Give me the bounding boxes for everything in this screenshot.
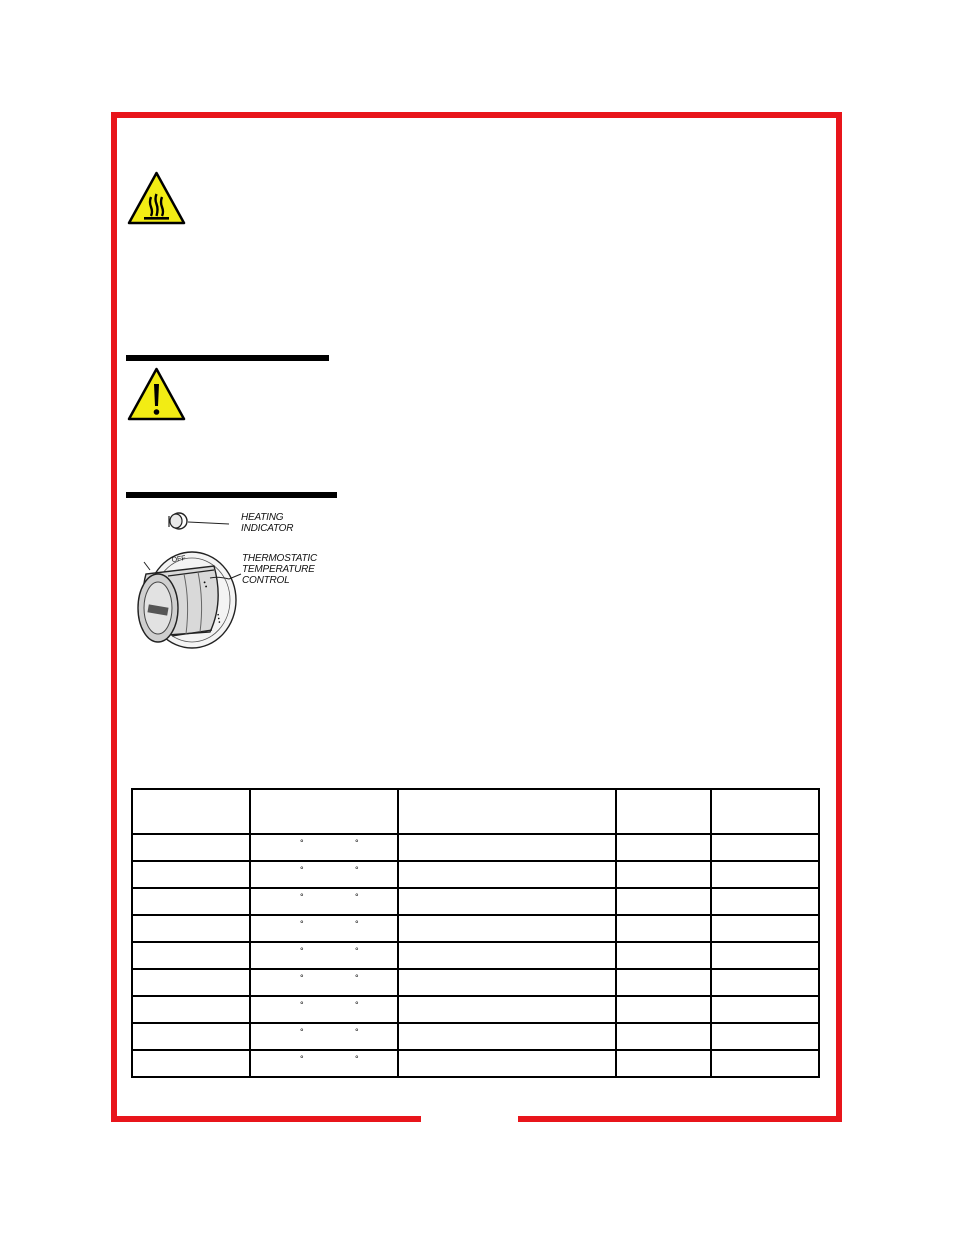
table-cell bbox=[711, 888, 819, 915]
table-row bbox=[132, 969, 819, 996]
degree-symbol: ° bbox=[355, 838, 359, 848]
table-header-cell bbox=[398, 789, 616, 834]
table-cell bbox=[250, 1023, 398, 1050]
table-cell bbox=[398, 861, 616, 888]
hot-surface-warning-icon bbox=[126, 170, 187, 226]
table-cell bbox=[711, 942, 819, 969]
table-cell bbox=[132, 1050, 250, 1077]
table-cell bbox=[616, 915, 711, 942]
degree-symbol: ° bbox=[300, 838, 304, 848]
table-cell bbox=[398, 1023, 616, 1050]
heating-indicator-lamp bbox=[169, 513, 187, 529]
degree-symbol: ° bbox=[300, 1027, 304, 1037]
table-cell bbox=[616, 942, 711, 969]
degree-symbol: ° bbox=[355, 919, 359, 929]
page-frame-bottom-left bbox=[111, 1116, 421, 1122]
table-cell bbox=[132, 969, 250, 996]
table-cell bbox=[132, 942, 250, 969]
table-cell bbox=[616, 1050, 711, 1077]
degree-symbol: ° bbox=[355, 892, 359, 902]
thermostat-knob-illustration bbox=[128, 504, 328, 676]
table-cell bbox=[616, 1023, 711, 1050]
table-header-cell bbox=[616, 789, 711, 834]
degree-symbol: ° bbox=[300, 946, 304, 956]
table-cell bbox=[250, 996, 398, 1023]
degree-symbol: ° bbox=[355, 1054, 359, 1064]
table-row bbox=[132, 861, 819, 888]
degree-symbol: ° bbox=[300, 973, 304, 983]
table-cell bbox=[398, 1050, 616, 1077]
degree-symbol: ° bbox=[355, 1000, 359, 1010]
section-rule bbox=[126, 492, 337, 498]
degree-symbol: ° bbox=[355, 1027, 359, 1037]
degree-symbol: ° bbox=[355, 946, 359, 956]
table-cell bbox=[711, 1050, 819, 1077]
table-cell bbox=[398, 942, 616, 969]
table-cell bbox=[398, 996, 616, 1023]
table-row bbox=[132, 1050, 819, 1077]
table-cell bbox=[132, 861, 250, 888]
table-cell bbox=[398, 969, 616, 996]
table-cell bbox=[132, 996, 250, 1023]
table-cell bbox=[711, 915, 819, 942]
degree-symbol: ° bbox=[355, 865, 359, 875]
table-cell bbox=[711, 996, 819, 1023]
degree-symbol: ° bbox=[300, 1054, 304, 1064]
table-cell bbox=[616, 888, 711, 915]
table-cell bbox=[398, 915, 616, 942]
table-cell bbox=[616, 861, 711, 888]
table-header-cell bbox=[711, 789, 819, 834]
degree-symbol: ° bbox=[300, 1000, 304, 1010]
thermostat-control-label: THERMOSTATIC TEMPERATURE CONTROL bbox=[242, 553, 318, 586]
table-header-row bbox=[132, 789, 819, 834]
table-cell bbox=[616, 969, 711, 996]
degree-symbol: ° bbox=[300, 892, 304, 902]
table-row bbox=[132, 834, 819, 861]
table-cell bbox=[711, 861, 819, 888]
table-cell bbox=[132, 888, 250, 915]
page-frame-left bbox=[111, 112, 117, 1122]
table-cell bbox=[616, 996, 711, 1023]
table-row bbox=[132, 915, 819, 942]
degree-symbol: ° bbox=[355, 973, 359, 983]
table-row bbox=[132, 1023, 819, 1050]
table-cell bbox=[250, 1050, 398, 1077]
table-cell bbox=[250, 969, 398, 996]
table-header-cell bbox=[132, 789, 250, 834]
svg-text:• •: • • bbox=[200, 580, 210, 590]
table-cell bbox=[398, 888, 616, 915]
table-cell bbox=[250, 942, 398, 969]
dial-off-label: OFF bbox=[171, 555, 187, 564]
exclamation-warning-icon bbox=[126, 366, 187, 422]
table-cell bbox=[250, 834, 398, 861]
table-cell bbox=[132, 915, 250, 942]
table-header-cell bbox=[250, 789, 398, 834]
svg-text:• • •: • • • bbox=[214, 613, 222, 624]
table-cell bbox=[132, 1023, 250, 1050]
table-cell bbox=[398, 834, 616, 861]
page-frame-right bbox=[836, 112, 842, 1122]
table-cell bbox=[616, 834, 711, 861]
page-frame-top bbox=[111, 112, 842, 118]
table-cell bbox=[250, 888, 398, 915]
table-cell bbox=[711, 834, 819, 861]
table-row bbox=[132, 942, 819, 969]
table-row bbox=[132, 996, 819, 1023]
table-cell bbox=[711, 1023, 819, 1050]
table-cell bbox=[132, 834, 250, 861]
table-cell bbox=[711, 969, 819, 996]
degree-symbol: ° bbox=[300, 865, 304, 875]
heating-indicator-label: HEATING INDICATOR bbox=[241, 512, 294, 534]
table-cell bbox=[250, 915, 398, 942]
page-frame-bottom-right bbox=[518, 1116, 842, 1122]
degree-symbol: ° bbox=[300, 919, 304, 929]
temperature-table bbox=[131, 788, 820, 1078]
table-row bbox=[132, 888, 819, 915]
section-rule bbox=[126, 355, 329, 361]
table-cell bbox=[250, 861, 398, 888]
